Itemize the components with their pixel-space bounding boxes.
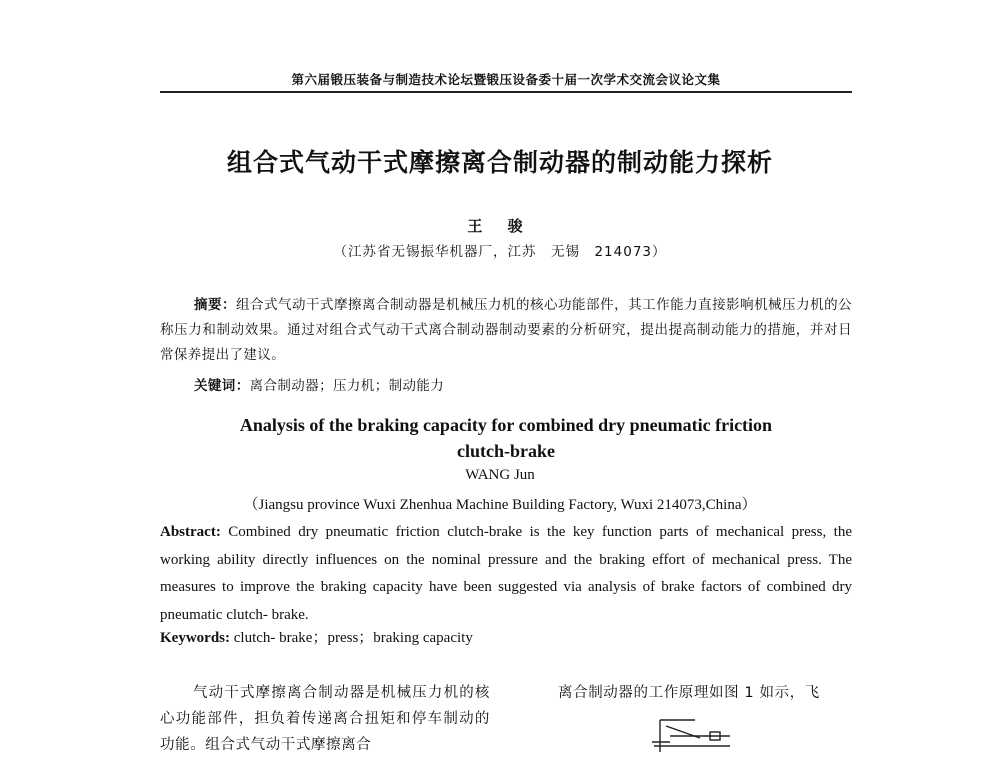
keywords-zh [194, 374, 444, 394]
body-left-text: 气动干式摩擦离合制动器是机械压力机的核心功能部件，担负着传递离合扭矩和停车制动的功能。组合式气动干式摩擦离合 [160, 685, 490, 753]
keywords-en-text: clutch- brake；press；braking capacity [233, 630, 473, 646]
paper-title-zh: 组合式气动干式摩擦离合制动器的制动能力探析 [226, 148, 773, 177]
paper-title-en [160, 412, 852, 464]
running-head: 第六届锻压装备与制造技术论坛暨锻压设备委十届一次学术交流会议论文集 [291, 72, 721, 87]
keywords-en-label: Keywords: [160, 630, 230, 646]
author-zh: 王 骏 [467, 217, 533, 235]
header-rule [160, 91, 852, 93]
affiliation-zh: （江苏省无锡振华机器厂，江苏 无锡 214073） [333, 244, 667, 260]
abstract-en-text: Combined dry pneumatic friction clutch-brake is the key function parts of mechanical press, the working ability directly influences on the nominal pressure and the braking effort of mechanical press. The measures to improve the braking capacity have been suggested via analysis of brake factors of combined dry pneumatic clutch- brake. [160, 524, 852, 623]
abstract-zh-label: 摘要： [194, 297, 237, 313]
abstract-zh-text: 组合式气动干式摩擦离合制动器是机械压力机的核心功能部件，其工作能力直接影响机械压力机的公称压力和制动效果。通过对组合式气动干式离合制动器制动要素的分析研究，提出提高制动能力的措施，并对日常保养提出了建议。 [160, 297, 852, 363]
keywords-zh-label: 关键词： [194, 378, 250, 394]
keywords-zh-text: 离合制动器；压力机；制动能力 [249, 378, 445, 394]
body-right-column: 离合制动器的工作原理如图 1 如示，飞 [558, 685, 820, 701]
title-en-line1: Analysis of the braking capacity for combined dry pneumatic friction [239, 415, 773, 435]
abstract-en-label: Abstract: [160, 524, 221, 540]
body-left-column [160, 680, 490, 758]
abstract-zh [160, 293, 852, 368]
title-en-line2: clutch-brake [457, 441, 555, 461]
affiliation-en: （Jiangsu province Wuxi Zhenhua Machine Building Factory, Wuxi 214073,China） [243, 497, 757, 513]
author-en: WANG Jun [465, 467, 535, 483]
figure-1-clutch-brake-diagram [640, 712, 740, 752]
keywords-en [160, 626, 473, 647]
abstract-en [160, 519, 852, 629]
